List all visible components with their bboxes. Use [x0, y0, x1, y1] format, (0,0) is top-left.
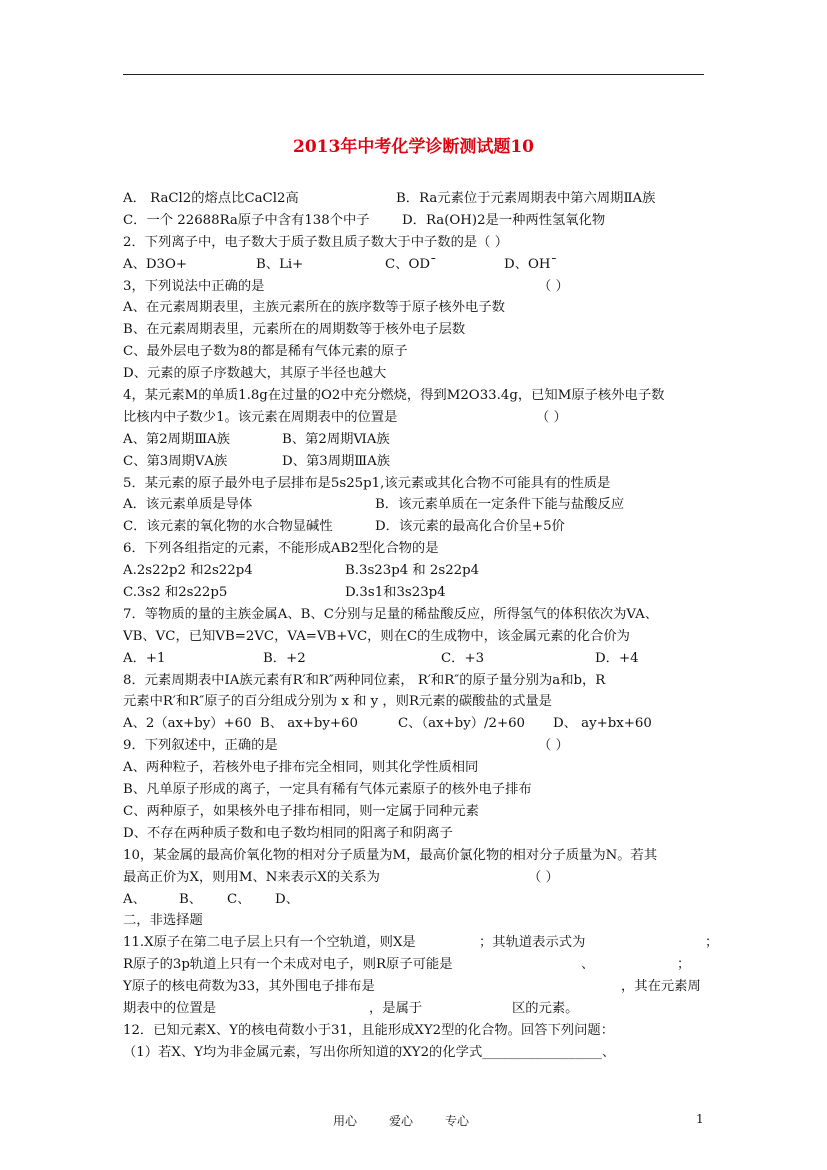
document-body: [123, 188, 723, 1064]
question-text: 6．下列各组指定的元素，不能形成AB2型化合物的是: [123, 541, 439, 557]
header-rule: [123, 74, 704, 75]
question-text: 2．下列离子中，电子数大于质子数且质子数大于中子数的是（ ）: [123, 234, 508, 250]
option-a: A.2s22p2 和2s22p4: [123, 563, 253, 579]
option-c: C、（ax+by）/2+60: [398, 716, 526, 732]
option-a: A、第2周期ⅢA族: [123, 431, 230, 447]
question-line: [123, 670, 723, 692]
options-line: [123, 516, 723, 538]
option-b: B．Ra元素位于元素周期表中第六周期ⅡA族: [396, 191, 656, 206]
option-c: C、两种原子，如果核外电子排布相同，则一定属于同种元素: [123, 803, 479, 819]
option-d: D．该元素的最高化合价呈+5价: [375, 519, 565, 535]
answer-bracket: （ ）: [538, 278, 569, 294]
question-text: R原子的3p轨道上只有一个未成对电子，则R原子可能是: [123, 957, 453, 973]
option-c: C．该元素的氧化物的水合物显碱性: [123, 519, 333, 535]
answer-bracket: （ ）: [536, 409, 567, 425]
option-c: C、OD¯: [385, 256, 437, 272]
question-text: ，是属于: [369, 1000, 423, 1016]
footer-text: 专心: [445, 1114, 470, 1128]
option-a: A、两种粒子，若核外电子排布完全相同，则其化学性质相同: [123, 760, 479, 776]
option-d: D、不存在两种质子数和电子数均相同的阳离子和阴离子: [123, 825, 453, 841]
option-c: C、: [227, 891, 251, 907]
question-text: 区的元素。: [512, 1000, 579, 1016]
question-text: ，其在元素周: [621, 979, 701, 995]
question-line: [123, 604, 723, 626]
question-line: [123, 626, 723, 648]
question-line: [123, 845, 723, 867]
question-line: [123, 538, 723, 560]
option-d: D、OH¯: [504, 256, 558, 272]
blank-separator: ；: [677, 957, 691, 973]
answer-bracket: （ ）: [528, 869, 559, 885]
question-line: [123, 232, 723, 254]
option-a: A、D3O+: [123, 256, 188, 272]
question-text: 10，某金属的最高价氧化物的相对分子质量为M，最高价氯化物的相对分子质量为N。若其: [123, 847, 658, 863]
option-d: D.3s1和3s23p4: [345, 585, 446, 601]
question-line: [123, 932, 723, 954]
option-b: B、 ax+by+60: [260, 716, 358, 732]
question-text: 8．元素周期表中ⅠA族元素有R′和R″两种同位素， R′和R″的原子量分别为a和b，R: [123, 672, 606, 688]
options-line: [123, 429, 723, 451]
question-line: [123, 407, 723, 429]
option-b: B、: [179, 891, 203, 907]
question-line: [123, 998, 723, 1020]
options-line: [123, 648, 723, 670]
option-b: B．+2: [263, 650, 306, 666]
question-text: （1）若X、Y均为非金属元素，写出你所知道的XY2的化学式__________________、: [123, 1044, 616, 1060]
question-text: Y原子的核电荷数为33，其外围电子排布是: [123, 979, 375, 995]
question-line: [123, 1042, 723, 1064]
footer-text: 用心: [333, 1114, 358, 1128]
question-text: 期表中的位置是: [123, 1000, 217, 1016]
question-line: [123, 976, 723, 998]
question-text: 11.X原子在第二电子层上只有一个空轨道，则X是: [123, 935, 416, 951]
option-a: A、2（ax+by）+60: [123, 716, 252, 732]
option-c: C.3s2 和2s22p5: [123, 585, 228, 601]
footer-text: 爱心: [389, 1114, 414, 1128]
option-b: B．该元素单质在一定条件下能与盐酸反应: [375, 497, 625, 513]
option-a: A、: [123, 891, 146, 907]
text-line: [123, 801, 723, 823]
question-text: VB、VC，已知VB=2VC，VA=VB+VC，则在C的生成物中，该金属元素的化合价为: [123, 628, 630, 644]
options-line: [123, 451, 723, 473]
question-text: 比核内中子数少1。该元素在周期表中的位置是: [123, 409, 398, 425]
section-heading: [123, 910, 723, 932]
question-line: [123, 276, 723, 298]
question-text: 3，下列说法中正确的是: [123, 278, 265, 294]
text-line: [123, 757, 723, 779]
question-line: [123, 867, 723, 889]
text-line: [123, 297, 723, 319]
option-b: B、在元素周期表里，元素所在的周期数等于核外电子层数: [123, 322, 466, 338]
option-a: A．该元素单质是导体: [123, 497, 253, 513]
page-number: 1: [696, 1112, 704, 1126]
text-line: [123, 319, 723, 341]
text-line: [123, 823, 723, 845]
text-line: [123, 341, 723, 363]
text-line: [123, 188, 723, 210]
question-line: [123, 691, 723, 713]
text-line: [123, 210, 723, 232]
options-line: [123, 560, 723, 582]
option-d: D、元素的原子序数越大，其原子半径也越大: [123, 366, 387, 382]
question-text: 元素中R′和R″原子的百分组成分别为 x 和 y ，则R元素的碳酸盐的式量是: [123, 694, 552, 710]
options-line: [123, 713, 723, 735]
option-c: C．+3: [441, 650, 485, 666]
question-text: 4，某元素M的单质1.8g在过量的O2中充分燃烧，得到M2O33.4g，已知M原子核外电子数: [123, 388, 665, 404]
page-title: 2013年中考化学诊断测试题10: [293, 137, 534, 157]
blank-separator: 、: [581, 957, 595, 973]
option-a: A． RaCl2的熔点比CaCl2高: [123, 191, 299, 206]
option-a: A、在元素周期表里，主族元素所在的族序数等于原子核外电子数: [123, 300, 505, 316]
option-b: B、凡单原子形成的离子，一定具有稀有气体元素原子的核外电子排布: [123, 782, 532, 798]
option-d: D、第3周期ⅢA族: [282, 453, 391, 469]
text-line: [123, 779, 723, 801]
option-c: C、最外层电子数为8的都是稀有气体元素的原子: [123, 344, 408, 360]
option-b: B、第2周期ⅥA族: [282, 431, 390, 447]
question-text: 12．已知元素X、Y的核电荷数小于31，且能形成XY2型的化合物。回答下列问题：: [123, 1022, 614, 1038]
option-b: B.3s23p4 和 2s22p4: [345, 563, 480, 579]
question-line: [123, 385, 723, 407]
option-d: D、 ay+bx+60: [553, 716, 652, 732]
question-text: 最高正价为X，则用M、N来表示X的关系为: [123, 869, 380, 885]
option-c: C．一个 22688Ra原子中含有138个中子: [123, 212, 370, 228]
question-text: ；其轨道表示式为: [479, 935, 586, 951]
options-line: [123, 582, 723, 604]
options-line: [123, 889, 723, 911]
question-line: [123, 735, 723, 757]
options-line: [123, 494, 723, 516]
blank-separator: ；: [705, 935, 719, 951]
answer-bracket: （ ）: [538, 738, 569, 754]
question-line: [123, 473, 723, 495]
question-text: 5．某元素的原子最外电子层排布是5s25p1,该元素或其化合物不可能具有的性质是: [123, 475, 611, 491]
question-line: [123, 1020, 723, 1042]
option-c: C、第3周期ⅤA族: [123, 453, 228, 469]
question-line: [123, 954, 723, 976]
option-d: D．Ra(OH)2是一种两性氢氧化物: [402, 212, 606, 228]
option-b: B、Li+: [256, 256, 304, 272]
section-title: 二，非选择题: [123, 913, 203, 929]
option-d: D．+4: [595, 650, 639, 666]
text-line: [123, 363, 723, 385]
option-a: A．+1: [123, 650, 166, 666]
question-text: 9．下列叙述中，正确的是: [123, 738, 278, 754]
option-d: D、: [275, 891, 299, 907]
options-line: [123, 254, 723, 276]
question-text: 7．等物质的量的主族金属A、B、C分别与足量的稀盐酸反应，所得氢气的体积依次为VA、: [123, 606, 658, 622]
